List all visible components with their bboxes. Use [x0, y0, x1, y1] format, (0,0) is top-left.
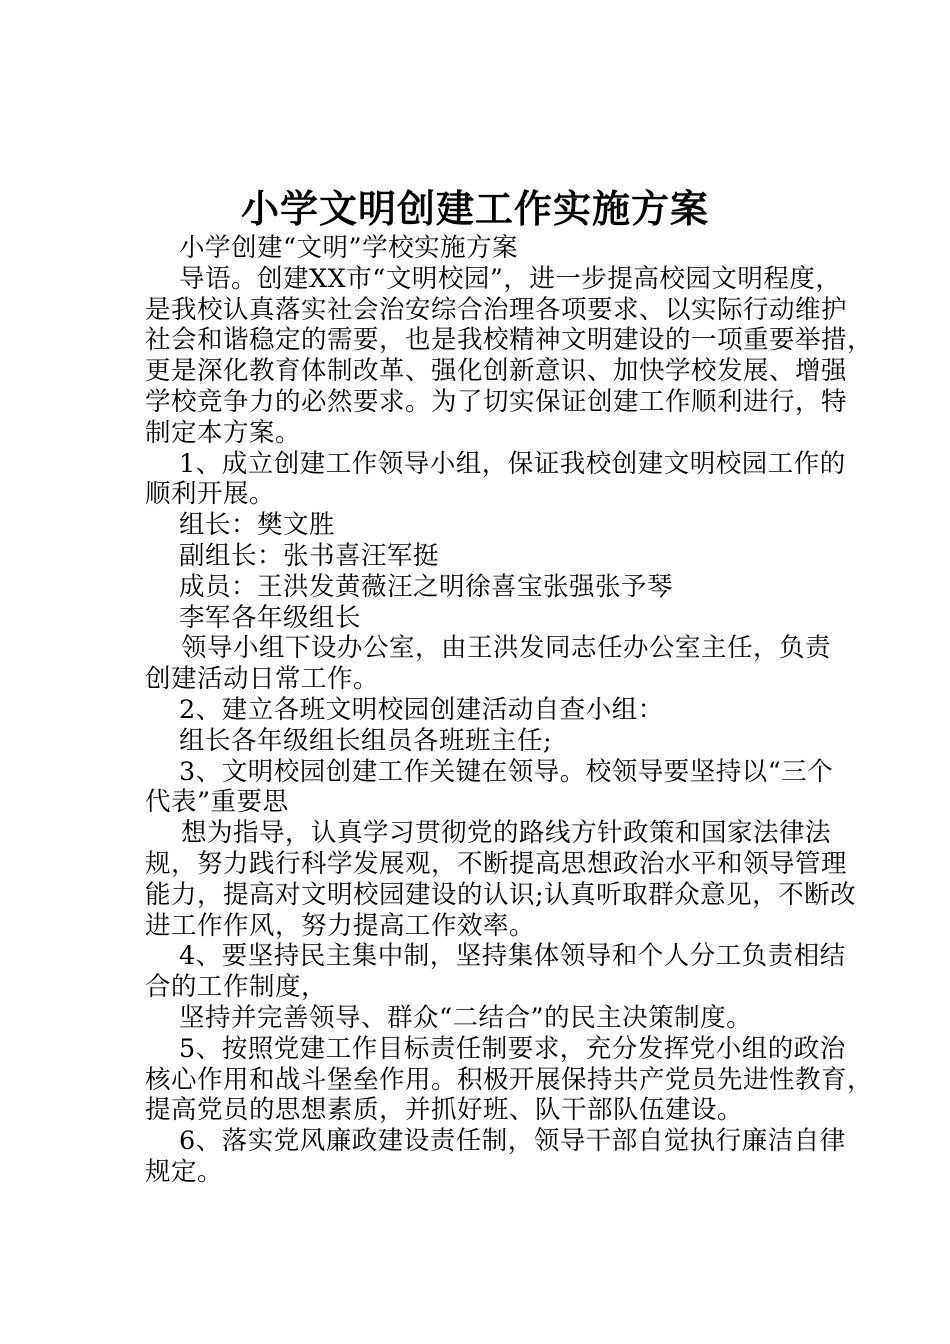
body-line: 李军各年级组长 — [179, 602, 362, 633]
body-line: 导语。创建XX市“文明校园”，进一步提高校园文明程度， — [179, 263, 842, 294]
body-line: 规，努力践行科学发展观，不断提高思想政治水平和领导管理 — [145, 848, 848, 879]
body-line: 能力，提高对文明校园建设的认识;认真听取群众意见，不断改 — [145, 879, 857, 910]
body-line: 核心作用和战斗堡垒作用。积极开展保持共产党员先进性教育， — [145, 1064, 874, 1095]
body-line: 规定。 — [145, 1156, 224, 1187]
body-line: 想为指导，认真学习贯彻党的路线方针政策和国家法律法 — [181, 818, 832, 849]
body-line: 制定本方案。 — [145, 417, 302, 448]
body-line: 是我校认真落实社会治安综合治理各项要求、以实际行动维护 — [145, 294, 848, 325]
document-title: 小学文明创建工作实施方案 — [240, 186, 709, 231]
body-line: 小学创建“文明”学校实施方案 — [179, 233, 519, 263]
body-line: 6、落实党风廉政建设责任制，领导干部自觉执行廉洁自律 — [179, 1126, 846, 1157]
body-line: 3、文明校园创建工作关键在领导。校领导要坚持以“三个 — [179, 756, 834, 787]
body-line: 4、要坚持民主集中制，坚持集体领导和个人分工负责相结 — [179, 941, 846, 972]
body-line: 合的工作制度， — [145, 972, 328, 1003]
body-line: 坚持并完善领导、群众“二结合”的民主决策制度。 — [179, 1002, 753, 1033]
body-line: 社会和谐稳定的需要，也是我校精神文明建设的一项重要举措， — [145, 325, 874, 356]
body-line: 顺利开展。 — [145, 479, 276, 510]
body-line: 创建活动日常工作。 — [145, 664, 380, 695]
body-line: 领导小组下设办公室，由王洪发同志任办公室主任，负责 — [181, 633, 832, 664]
body-line: 进工作作风，努力提高工作效率。 — [145, 910, 536, 941]
body-line: 组长各年级组长组员各班班主任; — [179, 725, 553, 756]
document-body — [145, 233, 874, 1188]
body-line: 5、按照党建工作目标责任制要求，充分发挥党小组的政治 — [179, 1033, 846, 1064]
body-line: 学校竞争力的必然要求。为了切实保证创建工作顺利进行，特 — [145, 386, 848, 417]
body-line: 代表”重要思 — [145, 787, 289, 818]
body-line: 更是深化教育体制改革、强化创新意识、加快学校发展、增强 — [145, 356, 848, 387]
body-line: 成员：王洪发黄薇汪之明徐喜宝张强张予琴 — [179, 571, 674, 602]
body-line: 副组长：张书喜汪军挺 — [179, 540, 440, 571]
body-line: 2、建立各班文明校园创建活动自查小组： — [179, 694, 664, 725]
body-line: 组长：樊文胜 — [179, 510, 336, 541]
body-line: 提高党员的思想素质，并抓好班、队干部队伍建设。 — [145, 1095, 744, 1126]
body-line: 1、成立创建工作领导小组，保证我校创建文明校园工作的 — [179, 448, 846, 479]
